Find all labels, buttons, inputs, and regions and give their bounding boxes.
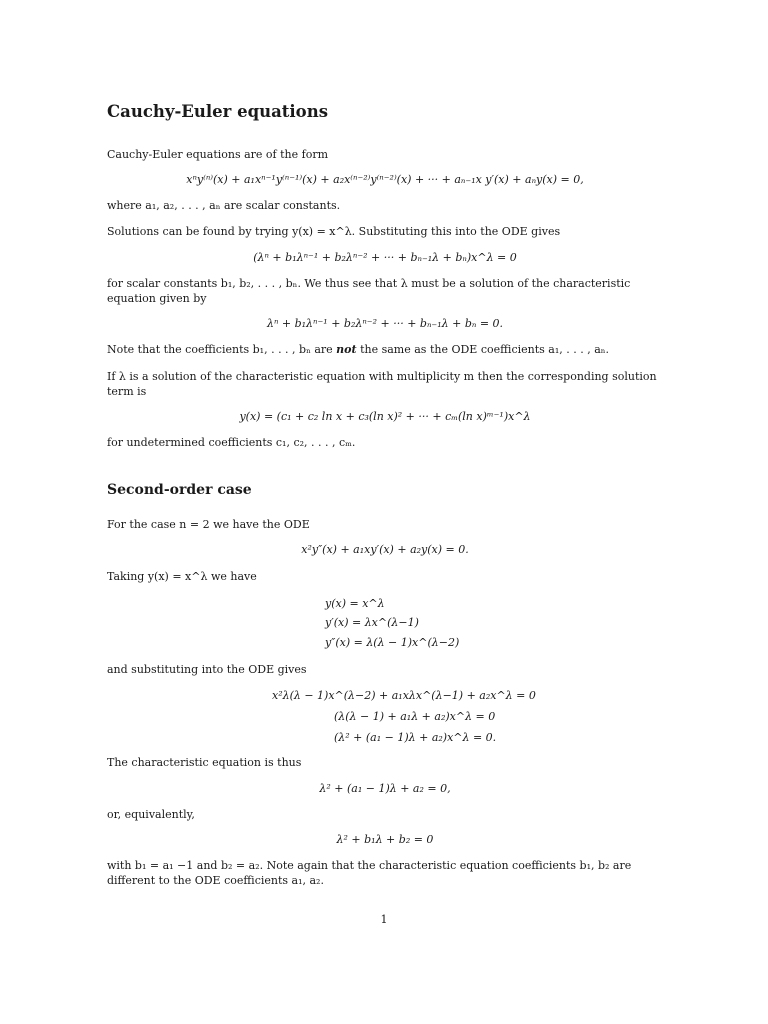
cauchy-euler-equation: xⁿy⁽ⁿ⁾(x) + a₁xⁿ⁻¹y⁽ⁿ⁻¹⁾(x) + a₂x⁽ⁿ⁻²⁾y⁽ⁿ⁻²⁾(x) + ··· + aₙ₋₁x y′(x) + aₙy(x) = 0, [186, 173, 584, 186]
page-title: Cauchy-Euler equations [107, 102, 328, 121]
note-text-post: the same as the ODE coefficients a₁, . . . , aₙ. [356, 343, 610, 356]
substitution-line-1: x²λ(λ − 1)x^(λ−2) + a₁xλx^(λ−1) + a₂x^λ = 0 [272, 689, 536, 702]
second-order-paragraph-2: Taking y(x) = x^λ we have [107, 570, 257, 583]
intro-paragraph-2: where a₁, a₂, . . . , aₙ are scalar constants. [107, 199, 341, 212]
derivative-line-3: y″(x) = λ(λ − 1)x^(λ−2) [325, 636, 460, 649]
second-order-equivalent-equation: λ² + b₁λ + b₂ = 0 [336, 833, 434, 846]
second-order-paragraph-3: and substituting into the ODE gives [107, 663, 307, 676]
second-order-characteristic-equation: λ² + (a₁ − 1)λ + a₂ = 0, [319, 782, 451, 795]
page-number: 1 [380, 913, 388, 926]
substitution-line-3: (λ² + (a₁ − 1)λ + a₂)x^λ = 0. [334, 731, 497, 744]
note-emphasis: not [336, 343, 357, 356]
second-order-paragraph-6: with b₁ = a₁ −1 and b₂ = a₂. Note again that the characteristic equation coefficients b₁, b₂ are different to the ODE coefficients a₁, a₂. [107, 859, 632, 887]
second-order-paragraph-4: The characteristic equation is thus [107, 756, 302, 769]
intro-paragraph-3: Solutions can be found by trying y(x) = x^λ. Substituting this into the ODE gives [107, 225, 561, 238]
intro-paragraph-6: If λ is a solution of the characteristic equation with multiplicity m then the corresponding solution term is [107, 370, 657, 398]
second-order-ode: x²y″(x) + a₁xy′(x) + a₂y(x) = 0. [301, 543, 469, 556]
characteristic-equation: λⁿ + b₁λⁿ⁻¹ + b₂λⁿ⁻² + ··· + bₙ₋₁λ + bₙ = 0. [266, 317, 504, 330]
second-order-paragraph-5: or, equivalently, [107, 808, 195, 821]
intro-paragraph-4: for scalar constants b₁, b₂, . . . , bₙ. We thus see that λ must be a solution of the characteristic equation given by [107, 277, 631, 305]
derivative-line-2: y′(x) = λx^(λ−1) [325, 616, 419, 629]
substituted-equation: (λⁿ + b₁λⁿ⁻¹ + b₂λⁿ⁻² + ··· + bₙ₋₁λ + bₙ)x^λ = 0 [253, 251, 517, 264]
intro-paragraph-7: for undetermined coefficients c₁, c₂, . . . , cₘ. [107, 436, 356, 449]
intro-paragraph-5 [107, 342, 663, 357]
note-text-pre: Note that the coefficients b₁, . . . , bₙ are [107, 343, 337, 356]
intro-paragraph-1: Cauchy-Euler equations are of the form [107, 148, 329, 161]
solution-term-equation: y(x) = (c₁ + c₂ ln x + c₃(ln x)² + ··· + cₘ(ln x)ᵐ⁻¹)x^λ [239, 410, 531, 423]
derivative-line-1: y(x) = x^λ [325, 597, 385, 610]
substitution-line-2: (λ(λ − 1) + a₁λ + a₂)x^λ = 0 [334, 710, 496, 723]
second-order-paragraph-1: For the case n = 2 we have the ODE [107, 518, 310, 531]
section-heading: Second-order case [107, 482, 252, 498]
